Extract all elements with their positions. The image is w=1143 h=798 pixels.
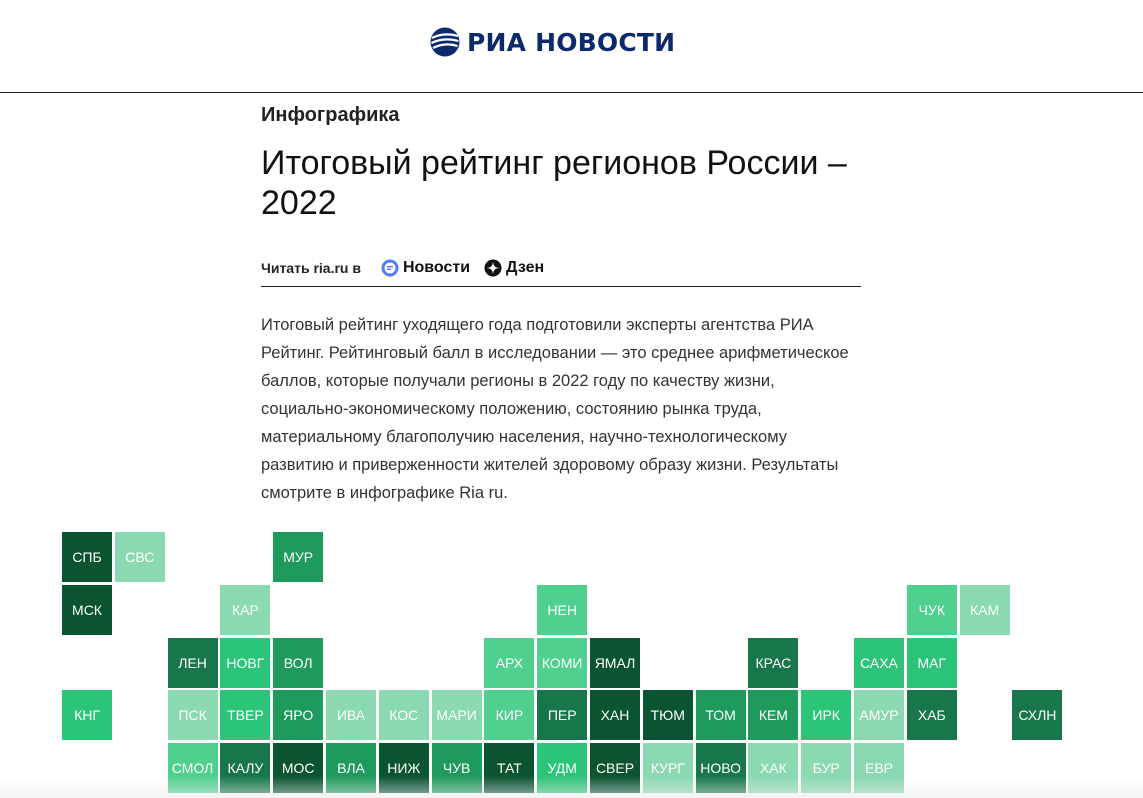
- region-tile-13[interactable]: ЯМАЛ: [590, 638, 640, 688]
- region-tile-42[interactable]: СВЕР: [590, 743, 640, 793]
- region-tile-39[interactable]: ЧУВ: [432, 743, 482, 793]
- region-tile-20[interactable]: ЯРО: [273, 690, 323, 740]
- region-tile-17[interactable]: КНГ: [62, 690, 112, 740]
- region-tile-40[interactable]: ТАТ: [484, 743, 534, 793]
- region-tile-45[interactable]: ХАК: [748, 743, 798, 793]
- region-tile-26[interactable]: ХАН: [590, 690, 640, 740]
- region-tile-2[interactable]: МУР: [273, 532, 323, 582]
- region-tile-16[interactable]: МАГ: [907, 638, 957, 688]
- region-tile-11[interactable]: АРХ: [484, 638, 534, 688]
- region-tile-29[interactable]: КЕМ: [748, 690, 798, 740]
- site-header: [0, 0, 1143, 93]
- region-tile-0[interactable]: СПБ: [62, 532, 112, 582]
- read-in-label: Читать ria.ru в: [261, 260, 361, 276]
- region-tile-14[interactable]: КРАС: [748, 638, 798, 688]
- article-lead: Итоговый рейтинг уходящего года подготовили эксперты агентства РИА Рейтинг. Рейтинговый балл в исследовании — это среднее арифметическое баллов, которые получали регионы в 2022 году по качеству жизни, социально-экономическому положению, состоянию рынка труда, материальному благополучию населения, научно-технологическому развитию и приверженности жителей здоровому образу жизни. Результаты смотрите в инфографике Ria ru.: [261, 316, 849, 502]
- region-tile-9[interactable]: НОВГ: [220, 638, 270, 688]
- region-tile-8[interactable]: ЛЕН: [168, 638, 218, 688]
- region-tile-25[interactable]: ПЕР: [537, 690, 587, 740]
- region-tile-34[interactable]: СМОЛ: [168, 743, 218, 793]
- region-tile-27[interactable]: ТЮМ: [643, 690, 693, 740]
- region-tile-19[interactable]: ТВЕР: [220, 690, 270, 740]
- region-tile-31[interactable]: АМУР: [854, 690, 904, 740]
- region-tile-28[interactable]: ТОМ: [696, 690, 746, 740]
- rubric-label[interactable]: Инфографика: [261, 104, 400, 126]
- read-in-bar: [261, 250, 861, 287]
- region-tile-46[interactable]: БУР: [801, 743, 851, 793]
- dzen-link[interactable]: [484, 259, 544, 277]
- region-tile-7[interactable]: КАМ: [960, 585, 1010, 635]
- region-tile-12[interactable]: КОМИ: [537, 638, 587, 688]
- region-tile-23[interactable]: МАРИ: [432, 690, 482, 740]
- ria-logo-icon: [430, 27, 460, 57]
- page-title: Итоговый рейтинг регионов России – 2022: [261, 144, 847, 222]
- region-tile-37[interactable]: ВЛА: [326, 743, 376, 793]
- region-tile-6[interactable]: ЧУК: [907, 585, 957, 635]
- region-tile-24[interactable]: КИР: [484, 690, 534, 740]
- news-link-label: Новости: [402, 259, 471, 276]
- news-app-icon: [381, 259, 399, 277]
- dzen-icon: [484, 259, 502, 277]
- region-tile-30[interactable]: ИРК: [801, 690, 851, 740]
- region-tile-36[interactable]: МОС: [273, 743, 323, 793]
- region-tile-10[interactable]: ВОЛ: [273, 638, 323, 688]
- region-tile-43[interactable]: КУРГ: [643, 743, 693, 793]
- region-tile-41[interactable]: УДМ: [537, 743, 587, 793]
- region-tile-32[interactable]: ХАБ: [907, 690, 957, 740]
- region-tile-21[interactable]: ИВА: [326, 690, 376, 740]
- region-tile-47[interactable]: ЕВР: [854, 743, 904, 793]
- logo-text: РИА НОВОСТИ: [467, 27, 676, 57]
- region-tile-5[interactable]: НЕН: [537, 585, 587, 635]
- region-tile-33[interactable]: СХЛН: [1012, 690, 1062, 740]
- region-tile-38[interactable]: НИЖ: [379, 743, 429, 793]
- region-tile-18[interactable]: ПСК: [168, 690, 218, 740]
- dzen-link-label: Дзен: [506, 259, 545, 276]
- region-tile-35[interactable]: КАЛУ: [220, 743, 270, 793]
- region-tile-15[interactable]: САХА: [854, 638, 904, 688]
- logo[interactable]: [430, 27, 675, 57]
- news-link[interactable]: [381, 259, 470, 277]
- region-tile-4[interactable]: КАР: [220, 585, 270, 635]
- region-tile-44[interactable]: НОВО: [696, 743, 746, 793]
- region-tile-22[interactable]: КОС: [379, 690, 429, 740]
- region-tile-3[interactable]: МСК: [62, 585, 112, 635]
- region-tile-1[interactable]: СВС: [115, 532, 165, 582]
